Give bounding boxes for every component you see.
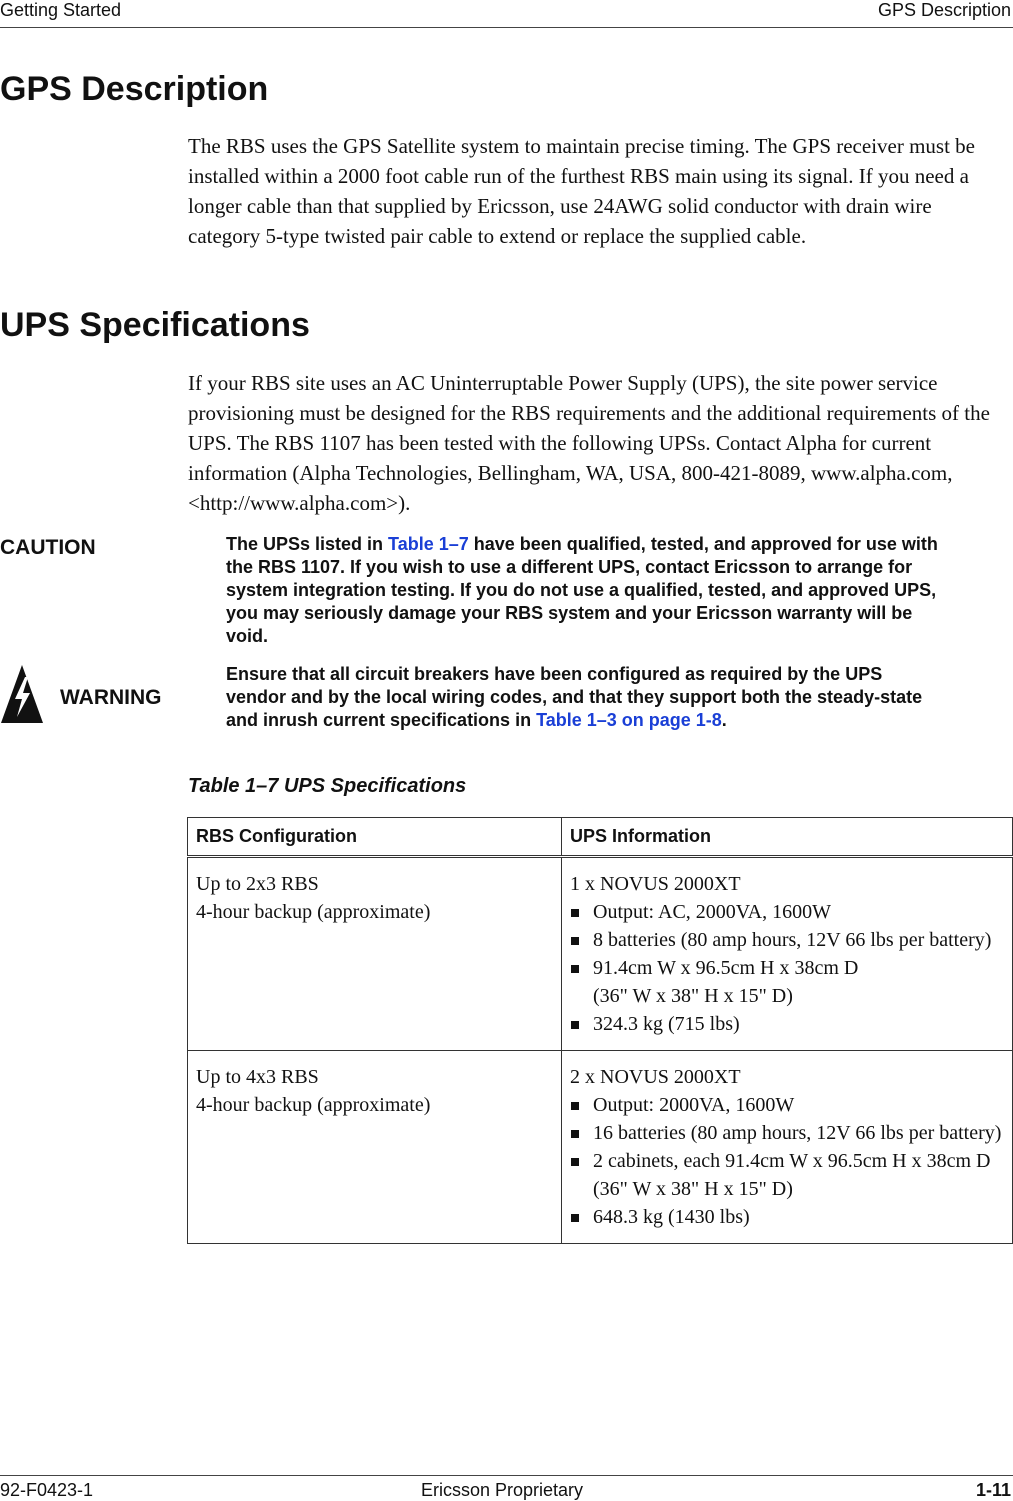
warning-text-part: Ensure that all circuit breakers have been configured as required by the UPS vendor and by the local wiring codes, and that they support both the steady-state and inrush current specifications in: [226, 664, 923, 730]
list-item: 648.3 kg (1430 lbs): [570, 1203, 1004, 1231]
rbs-configuration-cell: [188, 857, 562, 1051]
ups-heading: UPS Specifications: [0, 306, 310, 344]
list-item: [570, 954, 1004, 1010]
warning-label: WARNING: [60, 686, 162, 709]
header-chapter-title: GPS Description: [877, 0, 1011, 20]
proprietary-notice: Ericsson Proprietary: [421, 1480, 584, 1500]
ups-model: 2 x NOVUS 2000XT: [570, 1066, 741, 1088]
caution-text-part: have been qualified, tested, and approved for use with the RBS 1107. If you wish to use a different UPS, contact Ericsson to arrange for system integration testing. If you do not use a qualified, tested, and approved UPS, you may seriously damage your RBS system and your Ericsson warranty will be void.: [226, 534, 938, 646]
list-item: Output: 2000VA, 1600W: [570, 1091, 1004, 1119]
ups-spec-list: [570, 898, 1004, 1038]
table-1-7-link[interactable]: Table 1–7: [388, 534, 469, 554]
ups-spec-list: [570, 1091, 1004, 1231]
page-number: 1-11: [975, 1480, 1011, 1500]
table-1-3-link[interactable]: Table 1–3 on page 1-8: [536, 710, 722, 730]
caution-label: CAUTION: [0, 536, 96, 559]
table-header-row: [188, 818, 1013, 857]
table-caption: Table 1–7 UPS Specifications: [188, 775, 467, 797]
config-line: 4-hour backup (approximate): [196, 901, 431, 923]
ups-spec-table: [187, 817, 1013, 1244]
page-header: [0, 0, 1013, 28]
table-row: [188, 1051, 1013, 1244]
ups-information-cell: [562, 857, 1013, 1051]
lightning-warning-icon: [0, 663, 44, 725]
list-item: Output: AC, 2000VA, 1600W: [570, 898, 1004, 926]
column-header-ups-information: UPS Information: [562, 818, 1013, 857]
header-section-title: Getting Started: [0, 0, 122, 20]
list-item: 324.3 kg (715 lbs): [570, 1010, 1004, 1038]
column-header-rbs-configuration: RBS Configuration: [188, 818, 562, 857]
dimension-imperial: (36" W x 38" H x 15" D): [593, 985, 793, 1007]
config-line: Up to 2x3 RBS: [196, 873, 319, 895]
list-item: 2 cabinets, each 91.4cm W x 96.5cm H x 38cm D (36" W x 38" H x 15" D): [570, 1147, 1004, 1203]
ups-paragraph: If your RBS site uses an AC Uninterruptable Power Supply (UPS), the site power service provisioning must be designed for the RBS requirements and the additional requirements of the UPS. The RBS 1107 has been tested with the following UPSs. Contact Alpha for current information (Alpha Technologies, Bellingham, WA, USA, 800-421-8089, www.alpha.com, <http://www.alpha.com>).: [188, 371, 990, 515]
caution-text: [226, 533, 938, 648]
page-footer: [0, 1475, 1013, 1501]
warning-text: [226, 663, 938, 732]
config-line: Up to 4x3 RBS: [196, 1066, 319, 1088]
table-row: [188, 857, 1013, 1051]
gps-heading: GPS Description: [0, 70, 269, 108]
caution-text-part: The UPSs listed in: [226, 534, 389, 554]
ups-model: 1 x NOVUS 2000XT: [570, 873, 741, 895]
warning-text-part: .: [721, 710, 727, 730]
dimension-metric: 91.4cm W x 96.5cm H x 38cm D: [593, 957, 859, 979]
document-number: 92-F0423-1: [0, 1480, 94, 1500]
list-item: 16 batteries (80 amp hours, 12V 66 lbs per battery): [570, 1119, 1004, 1147]
rbs-configuration-cell: [188, 1051, 562, 1244]
ups-information-cell: [562, 1051, 1013, 1244]
config-line: 4-hour backup (approximate): [196, 1094, 431, 1116]
list-item: 8 batteries (80 amp hours, 12V 66 lbs per battery): [570, 926, 1004, 954]
gps-paragraph: The RBS uses the GPS Satellite system to maintain precise timing. The GPS receiver must be installed within a 2000 foot cable run of the furthest RBS main using its signal. If you need a longer cable than that supplied by Ericsson, use 24AWG solid conductor with drain wire category 5-type twisted pair cable to extend or replace the supplied cable.: [188, 134, 976, 248]
